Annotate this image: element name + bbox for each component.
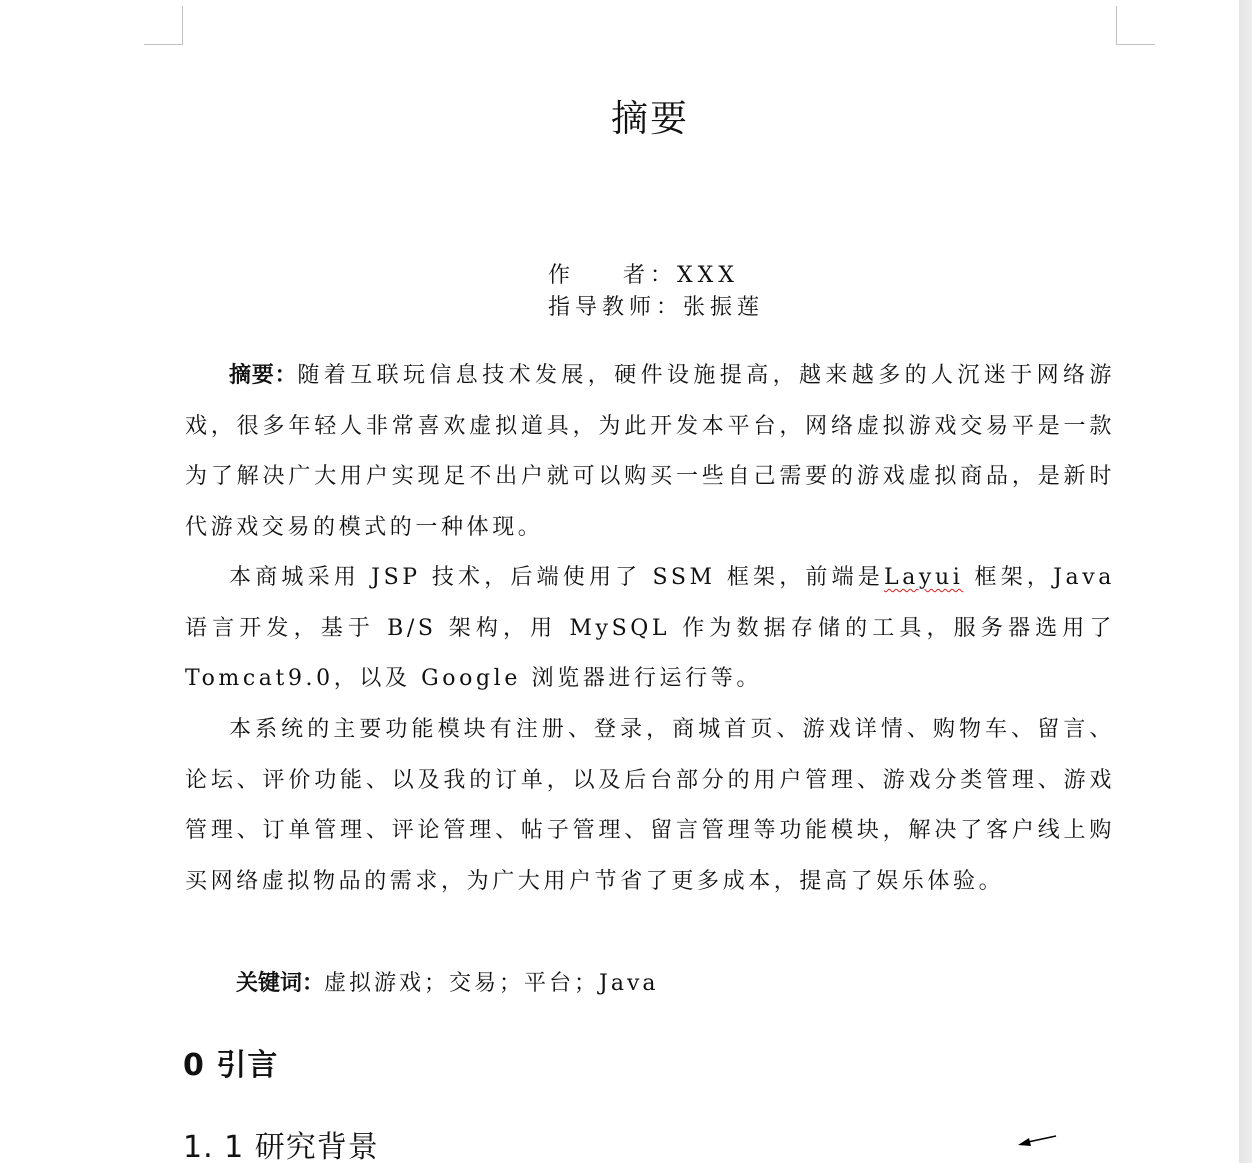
abstract-text-2b: 框架，Java 语言开发，基于 B/S 架构，用 MySQL 作为数据存储的工具，服务器选用了 Tomcat9.0，以及 Google 浏览器进行运行等。: [185, 565, 1115, 691]
spellcheck-flagged-word[interactable]: Layui: [883, 565, 964, 590]
margin-corner-top-left: [144, 6, 183, 45]
document-title: 摘要: [611, 97, 689, 140]
margin-corner-top-right: [1116, 6, 1155, 45]
advisor-line: 指导教师：张振莲: [548, 295, 765, 320]
window-gutter: [1239, 0, 1252, 1163]
abstract-text-2a: 本商城采用 JSP 技术，后端使用了 SSM 框架，前端是: [229, 565, 884, 590]
abstract-text-3: 本系统的主要功能模块有注册、登录，商城首页、游戏详情、购物车、留言、论坛、评价功能、以及我的订单，以及后台部分的用户管理、游戏分类管理、游戏管理、订单管理、评论管理、帖子管理、留言管理等功能模块，解决了客户线上购买网络虚拟物品的需求，为广大用户节省了更多成本，提高了娱乐体验。: [185, 717, 1115, 894]
keywords-label: 关键词：: [236, 971, 325, 996]
abstract-text-1: 随着互联玩信息技术发展，硬件设施提高，越来越多的人沉迷于网络游戏，很多年轻人非常喜欢虚拟道具，为此开发本平台，网络虚拟游戏交易平是一款为了解决广大用户实现足不出户就可以购买一些自己需要的游戏虚拟商品，是新时代游戏交易的模式的一种体现。: [185, 363, 1115, 540]
abstract-label: 摘要：: [229, 363, 298, 388]
keywords-value: 虚拟游戏；交易；平台；Java: [324, 971, 659, 996]
abstract-paragraph-2: [185, 553, 1115, 705]
arrow-pointer-icon: [1016, 1132, 1058, 1150]
heading-introduction: 0 引言: [183, 1048, 279, 1083]
heading-research-background: 1. 1 研究背景: [183, 1130, 379, 1165]
abstract-paragraph-3: [185, 705, 1115, 907]
author-line: 作 者：XXX: [548, 263, 739, 288]
abstract-paragraph-1: [185, 351, 1115, 553]
keywords-line: [236, 966, 659, 997]
